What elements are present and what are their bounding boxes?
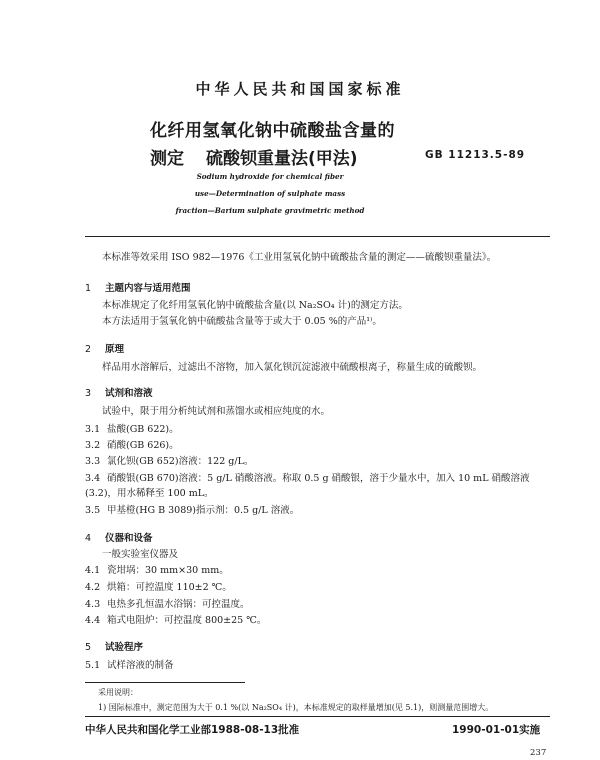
item-3-5: 3.5 甲基橙(HG B 3089)指示剂：0.5 g/L 溶液。 bbox=[85, 505, 300, 516]
section-5-heading bbox=[85, 639, 143, 653]
english-title-line-3: fraction—Barium sulphate gravimetric method bbox=[175, 206, 365, 215]
title-line-2b: 硫酸钡重量法(甲法) bbox=[206, 149, 358, 169]
item-3-2: 3.2 硝酸(GB 626)。 bbox=[85, 440, 179, 451]
section-4-paragraph-1: 一般实验室仪器及 bbox=[102, 549, 179, 560]
section-2-paragraph-1: 样品用水溶解后，过滤出不溶物，加入氯化钡沉淀滤液中硫酸根离子，称量生成的硫酸钡。 bbox=[102, 362, 483, 373]
item-5-1: 5.1 试样溶液的制备 bbox=[85, 660, 174, 671]
section-1-heading bbox=[85, 280, 191, 294]
section-4-number: 4 bbox=[85, 533, 92, 544]
title-line-2 bbox=[150, 144, 358, 169]
item-4-4: 4.4 箱式电阻炉：可控温度 800±25 ℃。 bbox=[85, 615, 267, 626]
footnote-divider bbox=[85, 682, 245, 683]
item-3-4-continued: (3.2)，用水稀释至 100 mL。 bbox=[85, 488, 214, 499]
title-line-1: 化纤用氢氧化钠中硫酸盐含量的 bbox=[150, 121, 395, 141]
section-3-paragraph-1: 试验中，限于用分析纯试剂和蒸馏水或相应纯度的水。 bbox=[102, 406, 331, 417]
section-2-number: 2 bbox=[85, 344, 92, 355]
item-3-4: 3.4 硝酸银(GB 670)溶液：5 g/L 硝酸溶液。称取 0.5 g 硝酸银，溶于少量水中，加入 10 mL 硝酸溶液 bbox=[85, 473, 530, 484]
header-divider bbox=[85, 236, 550, 237]
document-header: 中华人民共和国国家标准 bbox=[195, 80, 405, 98]
footer-divider bbox=[85, 716, 550, 717]
section-2-title: 原理 bbox=[105, 344, 125, 355]
effective-date: 1990-01-01实施 bbox=[452, 724, 541, 736]
approval-line: 中华人民共和国化学工业部1988-08-13批准 bbox=[85, 724, 300, 736]
item-3-1: 3.1 盐酸(GB 622)。 bbox=[85, 424, 179, 435]
english-title-line-2: use—Determination of sulphate mass bbox=[194, 189, 346, 198]
english-title-line-1: Sodium hydroxide for chemical fiber bbox=[196, 172, 344, 181]
section-4-title: 仪器和设备 bbox=[105, 533, 153, 544]
section-5-number: 5 bbox=[85, 642, 92, 653]
section-1-paragraph-2: 本方法适用于氢氧化钠中硫酸盐含量等于或大于 0.05 %的产品¹⁾。 bbox=[102, 316, 382, 327]
section-3-number: 3 bbox=[85, 388, 92, 399]
section-1-paragraph-1: 本标准规定了化纤用氢氧化钠中硫酸盐含量(以 Na₂SO₄ 计)的测定方法。 bbox=[102, 300, 408, 311]
section-1-number: 1 bbox=[85, 283, 92, 294]
section-3-heading bbox=[85, 385, 153, 399]
standard-code: GB 11213.5-89 bbox=[425, 149, 526, 161]
section-5-title: 试验程序 bbox=[105, 642, 144, 653]
item-4-2: 4.2 烘箱：可控温度 110±2 ℃。 bbox=[85, 582, 232, 593]
section-1-title: 主题内容与适用范围 bbox=[105, 283, 191, 294]
section-4-heading bbox=[85, 530, 153, 544]
section-3-title: 试剂和溶液 bbox=[105, 388, 153, 399]
intro-paragraph: 本标准等效采用 ISO 982—1976《工业用氢氧化钠中硫酸盐含量的测定——硫酸钡重量法》。 bbox=[102, 252, 497, 263]
item-3-3: 3.3 氯化钡(GB 652)溶液：122 g/L。 bbox=[85, 456, 254, 467]
footnote-text: 1) 国际标准中，测定范围为大于 0.1 %(以 Na₂SO₄ 计)，本标准规定的取样量增加(见 5.1)，则测量范围增大。 bbox=[98, 703, 494, 712]
item-4-3: 4.3 电热多孔恒温水浴锅：可控温度。 bbox=[85, 599, 250, 610]
section-2-heading bbox=[85, 341, 124, 355]
title-line-2a: 测定 bbox=[150, 149, 184, 169]
page-number: 237 bbox=[530, 748, 547, 758]
item-4-1: 4.1 瓷坩埚：30 mm×30 mm。 bbox=[85, 565, 229, 576]
footnote-label: 采用说明： bbox=[98, 688, 138, 697]
